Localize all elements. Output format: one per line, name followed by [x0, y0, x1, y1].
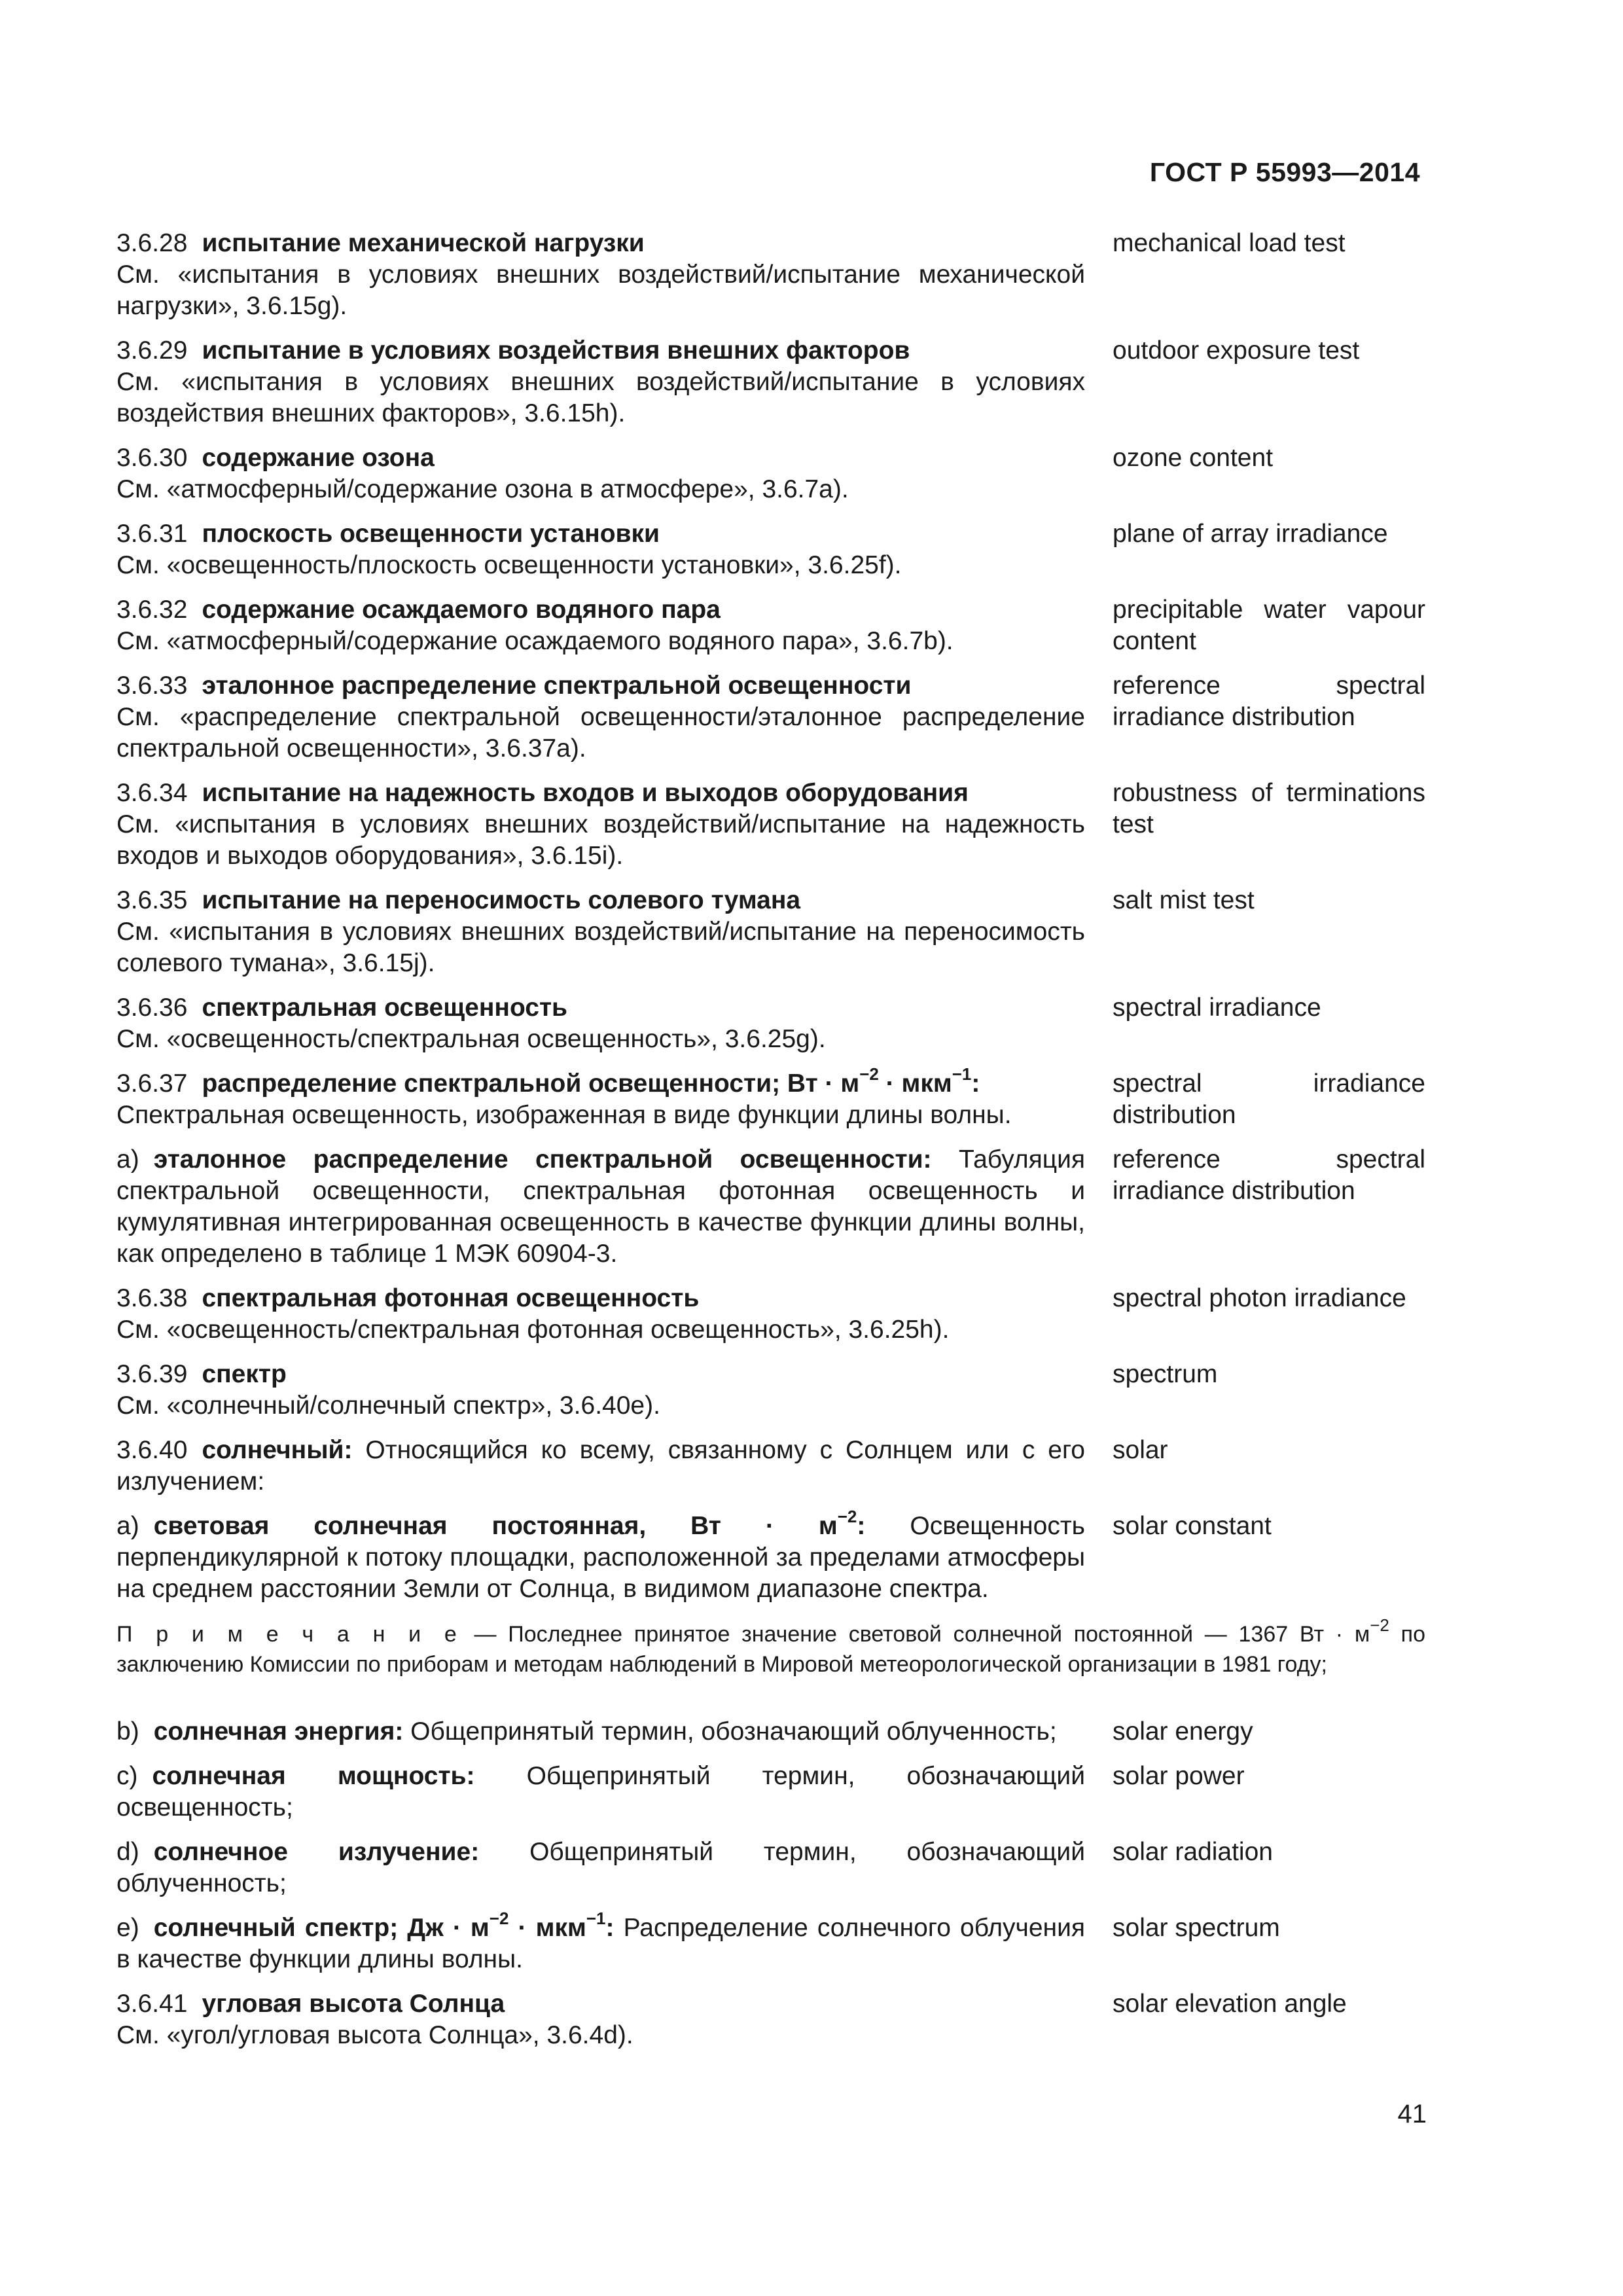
term-ru-text [116, 1761, 1085, 1823]
term-title: солнечная энергия: [153, 1717, 404, 1746]
term-reference: См. «испытания в условиях внешних воздействий/испытание на переносимость солевого тумана», 3.6.15j). [116, 918, 1085, 977]
term-definition: Освещенность перпендикулярной к потоку площадки, расположенной за пределами атмосферы на среднем расстоянии Земли от Солнца, в видимом диапазоне спектра. [116, 1512, 1085, 1603]
term-reference: См. «атмосферный/содержание осаждаемого водяного пара», 3.6.7b). [116, 627, 954, 655]
term-reference: См. «освещенность/спектральная освещенность», 3.6.25g). [116, 1025, 826, 1053]
term-title: испытание механической нагрузки [202, 229, 645, 257]
term-entry [116, 518, 1425, 581]
term-entry [116, 1435, 1425, 1498]
document-code: ГОСТ Р 55993—2014 [1149, 157, 1420, 187]
term-unit-sup: −2 [859, 1064, 879, 1084]
term-english: robustness of terminations test [1113, 779, 1425, 838]
terms-list [116, 228, 1425, 2064]
term-title: эталонное распределение спектральной освещенности [202, 672, 912, 700]
term-title: спектральная фотонная освещенность [202, 1284, 700, 1312]
term-ru-text [116, 885, 1085, 979]
term-entry [116, 594, 1425, 657]
term-entry [116, 1837, 1425, 1899]
term-english: ozone content [1113, 444, 1274, 472]
term-entry [116, 228, 1425, 322]
term-english: spectrum [1113, 1360, 1218, 1388]
term-ru-text [116, 1716, 1085, 1748]
term-title: плоскость освещенности установки [202, 520, 660, 548]
term-unit-sup: −1 [586, 1909, 606, 1928]
term-reference: См. «солнечный/солнечный спектр», 3.6.40e). [116, 1391, 660, 1420]
term-entry [116, 442, 1425, 505]
term-english: reference spectral irradiance distribution [1113, 672, 1425, 731]
term-number: 3.6.33 [116, 672, 188, 700]
term-number: 3.6.38 [116, 1284, 188, 1312]
term-number: 3.6.41 [116, 1990, 188, 2018]
term-colon: : [605, 1914, 615, 1942]
term-english: spectral irradiance distribution [1113, 1069, 1425, 1129]
term-number: c) [116, 1762, 138, 1790]
term-ru-text [116, 778, 1085, 872]
term-entry [116, 1988, 1425, 2051]
note-label: П р и м е ч а н и е [116, 1622, 463, 1647]
term-reference: Спектральная освещенность, изображенная в виде функции длины волны. [116, 1101, 1012, 1129]
term-number: e) [116, 1914, 139, 1942]
term-english: solar energy [1113, 1717, 1253, 1746]
term-english: spectral irradiance [1113, 994, 1321, 1022]
term-entry [116, 1761, 1425, 1823]
term-unit: · мкм [878, 1069, 952, 1098]
term-entry [116, 1507, 1425, 1605]
term-english: spectral photon irradiance [1113, 1284, 1406, 1312]
term-english: solar elevation angle [1113, 1990, 1347, 2018]
note-text-a: — Последнее принятое значение световой солнечной постоянной — 1367 Вт · м [462, 1622, 1370, 1647]
term-unit-sup: −2 [489, 1909, 509, 1928]
term-number: b) [116, 1717, 139, 1746]
term-reference: См. «освещенность/плоскость освещенности установки», 3.6.25f). [116, 551, 902, 579]
term-title: эталонное распределение спектральной освещенности: [153, 1145, 932, 1174]
term-english: solar power [1113, 1762, 1245, 1790]
term-ru-text [116, 1283, 1085, 1346]
term-number: 3.6.31 [116, 520, 188, 548]
term-english: solar radiation [1113, 1838, 1273, 1866]
term-number: 3.6.28 [116, 229, 188, 257]
term-reference: См. «испытания в условиях внешних воздействий/испытание механической нагрузки», 3.6.15g). [116, 260, 1085, 320]
term-entry [116, 1144, 1425, 1270]
term-definition: Относящийся ко всему, связанному с Солнцем или с его излучением: [116, 1436, 1085, 1496]
term-entry [116, 670, 1425, 764]
term-reference: См. «освещенность/спектральная фотонная освещенность», 3.6.25h). [116, 1316, 950, 1344]
term-entry [116, 1359, 1425, 1422]
term-english: precipitable water vapour content [1113, 596, 1425, 655]
term-title: спектр [202, 1360, 287, 1388]
term-title: содержание осаждаемого водяного пара [202, 596, 721, 624]
term-number: 3.6.29 [116, 336, 188, 365]
term-definition: Табуляция спектральной освещенности, спектральная фотонная освещенность и кумулятивная интегрированная освещенность в качестве функции длины волны, как определено в таблице 1 МЭК 60904-3. [116, 1145, 1085, 1268]
term-title: распределение спектральной освещенности; Вт · м [202, 1069, 860, 1098]
term-ru-text [116, 1507, 1085, 1605]
term-title: солнечное излучение: [153, 1838, 480, 1866]
term-english: mechanical load test [1113, 229, 1346, 257]
term-title: солнечный: [202, 1436, 353, 1464]
term-title: спектральная освещенность [202, 994, 568, 1022]
term-number: 3.6.32 [116, 596, 188, 624]
term-ru-text [116, 442, 1085, 505]
term-english: salt mist test [1113, 886, 1255, 914]
term-ru-text [116, 1988, 1085, 2051]
term-english: outdoor exposure test [1113, 336, 1360, 365]
term-colon: : [971, 1069, 980, 1098]
term-entry [116, 1909, 1425, 1975]
term-title: угловая высота Солнца [202, 1990, 505, 2018]
term-title: испытание на переносимость солевого тумана [202, 886, 801, 914]
term-number: d) [116, 1838, 139, 1866]
term-definition: Общепринятый термин, обозначающий облученность; [403, 1717, 1057, 1746]
term-ru-text [116, 992, 1085, 1055]
term-number: 3.6.39 [116, 1360, 188, 1388]
term-title: солнечный спектр; Дж · м [153, 1914, 490, 1942]
term-entry [116, 1064, 1425, 1131]
term-title: испытание в условиях воздействия внешних факторов [202, 336, 910, 365]
term-ru-text [116, 1435, 1085, 1498]
term-english: plane of array irradiance [1113, 520, 1388, 548]
term-ru-text [116, 1909, 1085, 1975]
term-ru-text [116, 518, 1085, 581]
term-number: 3.6.40 [116, 1436, 188, 1464]
term-entry [116, 992, 1425, 1055]
term-number: а) [116, 1145, 139, 1174]
term-number: 3.6.34 [116, 779, 188, 807]
term-definition: Распределение солнечного облучения в качестве функции длины волны. [116, 1914, 1085, 1973]
term-english: solar spectrum [1113, 1914, 1280, 1942]
term-definition: Общепринятый термин, обозначающий освещенность; [116, 1762, 1085, 1821]
term-ru-text [116, 670, 1085, 764]
term-english: solar constant [1113, 1512, 1272, 1540]
term-ru-text [116, 1064, 1085, 1131]
term-ru-text [116, 228, 1085, 322]
term-english: reference spectral irradiance distribution [1113, 1145, 1425, 1205]
terms-group-2 [116, 1716, 1425, 2051]
term-reference: См. «распределение спектральной освещенности/эталонное распределение спектральной освещенности», 3.6.37a). [116, 703, 1085, 762]
term-reference: См. «испытания в условиях внешних воздействий/испытание на надежность входов и выходов оборудования», 3.6.15i). [116, 810, 1085, 870]
term-definition: Общепринятый термин, обозначающий облученность; [116, 1838, 1085, 1897]
term-reference: См. «атмосферный/содержание озона в атмосфере», 3.6.7a). [116, 475, 849, 503]
term-unit: · мкм [508, 1914, 586, 1942]
term-number: а) [116, 1512, 139, 1540]
page-number: 41 [1397, 2100, 1427, 2128]
term-title: содержание озона [202, 444, 435, 472]
term-ru-text [116, 335, 1085, 429]
term-reference: См. «испытания в условиях внешних воздействий/испытание в условиях воздействия внешних факторов», 3.6.15h). [116, 368, 1085, 427]
note-text-b: по заключению Комиссии по приборам и методам наблюдений в Мировой метеорологической организации в 1981 году; [116, 1622, 1425, 1677]
term-entry [116, 335, 1425, 429]
term-number: 3.6.36 [116, 994, 188, 1022]
term-number: 3.6.35 [116, 886, 188, 914]
term-unit-sup: −2 [837, 1507, 857, 1526]
term-english: solar [1113, 1436, 1168, 1464]
term-ru-text [116, 1144, 1085, 1270]
term-title: солнечная мощность: [152, 1762, 475, 1790]
term-title: испытание на надежность входов и выходов оборудования [202, 779, 969, 807]
term-number: 3.6.37 [116, 1069, 188, 1098]
note-sup: −2 [1370, 1615, 1389, 1635]
term-entry [116, 1716, 1425, 1748]
term-ru-text [116, 1837, 1085, 1899]
terms-group-1 [116, 228, 1425, 1605]
term-number: 3.6.30 [116, 444, 188, 472]
term-title: световая солнечная постоянная, Вт · м [153, 1512, 838, 1540]
term-colon: : [857, 1512, 866, 1540]
term-entry [116, 778, 1425, 872]
term-reference: См. «угол/угловая высота Солнца», 3.6.4d). [116, 2021, 633, 2049]
term-entry [116, 885, 1425, 979]
term-ru-text [116, 594, 1085, 657]
term-unit-sup: −1 [952, 1064, 972, 1084]
term-ru-text [116, 1359, 1085, 1422]
term-entry [116, 1283, 1425, 1346]
note-paragraph [116, 1615, 1425, 1679]
